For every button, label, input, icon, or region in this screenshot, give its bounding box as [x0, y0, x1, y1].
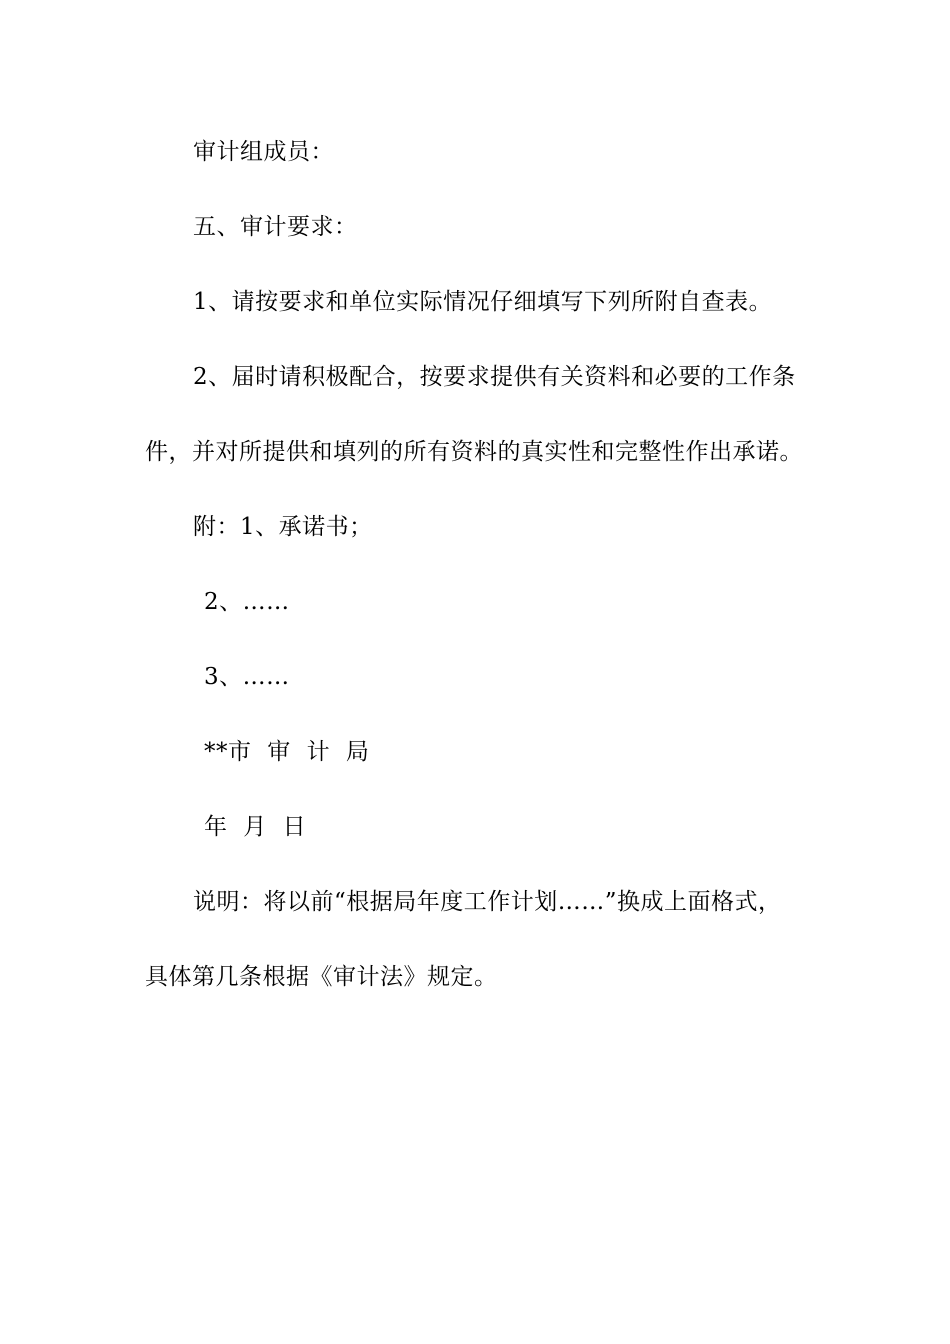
audit-team-members-line: 审计组成员： [193, 139, 334, 165]
attachment-3-line: 3、…… [204, 664, 290, 690]
note-line: 说明：将以前“根据局年度工作计划……”换成上面格式， [193, 889, 782, 915]
section-five-heading: 五、审计要求： [193, 214, 358, 240]
note-continuation-line: 具体第几条根据《审计法》规定。 [145, 964, 498, 990]
attachment-1-line: 附：1、承诺书； [193, 514, 373, 540]
date-line: 年 月 日 [204, 814, 307, 840]
requirement-2-line: 2、届时请积极配合，按要求提供有关资料和必要的工作条 [193, 364, 796, 390]
issuer-line: **市 审 计 局 [204, 739, 370, 765]
attachment-2-line: 2、…… [204, 589, 290, 615]
requirement-1-line: 1、请按要求和单位实际情况仔细填写下列所附自查表。 [193, 289, 773, 315]
requirement-2-continuation: 件，并对所提供和填列的所有资料的真实性和完整性作出承诺。 [145, 439, 803, 465]
